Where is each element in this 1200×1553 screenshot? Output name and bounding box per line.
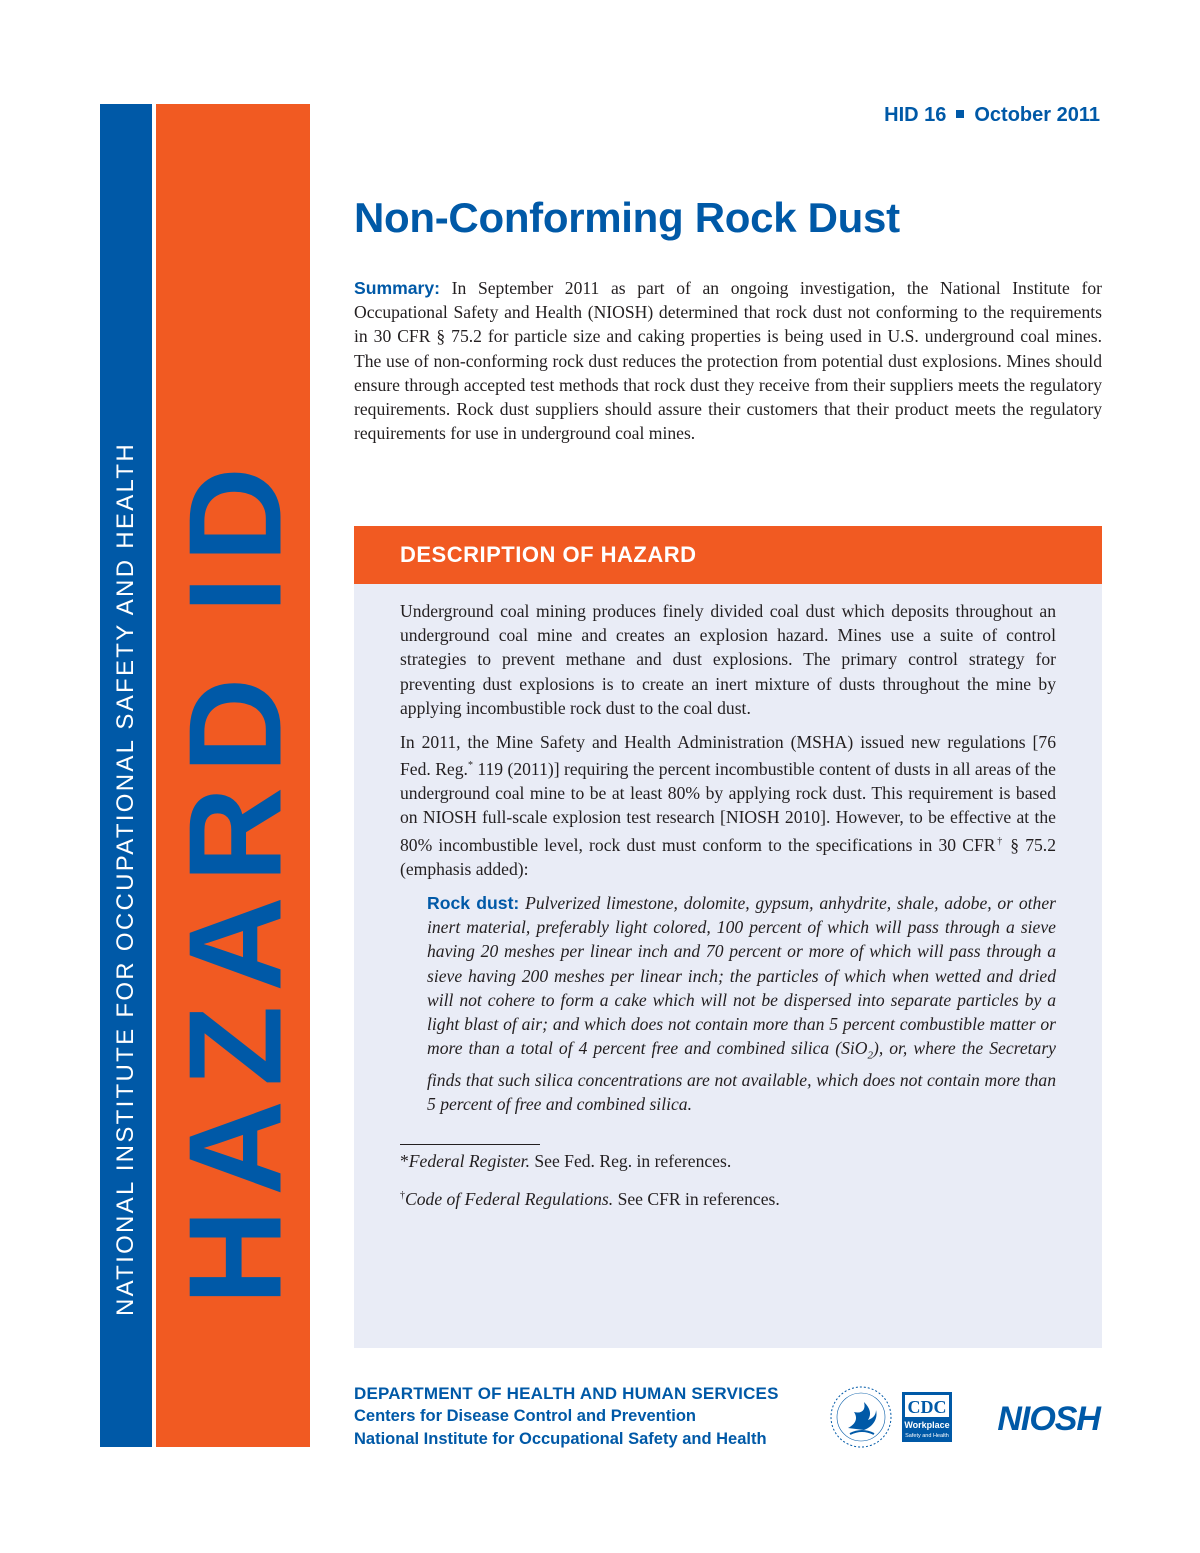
issue-id: HID 16 [884, 104, 947, 126]
footer-department: DEPARTMENT OF HEALTH AND HUMAN SERVICES [354, 1384, 779, 1403]
square-bullet-icon [956, 110, 964, 118]
hazard-heading: DESCRIPTION OF HAZARD [400, 542, 697, 567]
footer-niosh: National Institute for Occupational Safety and Health [354, 1430, 767, 1448]
hazard-header [354, 526, 1102, 584]
sidebar-institute-text-wrap [100, 104, 152, 1447]
quote-text-a: Pulverized limestone, dolomite, gypsum, anhydrite, shale, adobe, or other inert material, preferably light colored, 100 percent of which will pass through a sieve having 20 meshes per linear inch and 70 percent or more of which will pass through a sieve having 200 meshes per linear inch; the particles of which when wetted and dried will not cohere to form a cake which will not be dispersed into separate particles by a light blast of air; and which does not contain more than 5 percent combustible matter or more than a total of 4 percent free and combined silica (SiO [427, 892, 1056, 1059]
summary-text: In September 2011 as part of an ongoing investigation, the National Institute for Occupational Safety and Health (NIOSH) determined that rock dust not conforming to the requirements in 30 CFR § 75.2 for particle size and caking properties is being used in U.S. underground coal mines. The use of non-conforming rock dust reduces the protection from potential dust explosions. Mines should ensure through accepted test methods that rock dust they receive from their suppliers meets the regulatory requirements. Rock dust suppliers should assure their customers that their product meets the regulatory requirements for use in underground coal mines. [354, 278, 1102, 444]
hazard-section [354, 526, 1102, 1348]
sidebar-hazard-id: HAZARD ID [161, 453, 309, 1305]
footnote-1-italic: Federal Register. [408, 1151, 530, 1172]
quote-subscript: 2 [867, 1049, 873, 1062]
summary-paragraph [354, 276, 1102, 445]
footnote-1-mark: * [400, 1151, 409, 1172]
footnote-2-mark: † [400, 1189, 405, 1201]
page-title: Non-Conforming Rock Dust [354, 194, 900, 241]
cdc-logo-text: CDC [907, 1397, 947, 1417]
issue-line [884, 104, 1100, 127]
footnote-1 [400, 1149, 1056, 1173]
hazard-paragraph-2 [400, 730, 1056, 881]
hhs-seal-icon [828, 1384, 894, 1450]
niosh-logo-text: NIOSH [997, 1400, 1100, 1436]
footnote-divider [400, 1144, 540, 1145]
cdc-logo-sub1: Workplace [904, 1420, 950, 1430]
footnote-ref-1: * [467, 760, 473, 772]
footer-cdc: Centers for Disease Control and Prevention [354, 1407, 696, 1425]
footnote-2 [400, 1184, 1056, 1211]
footnote-2-text: See CFR in references. [613, 1188, 780, 1209]
hazard-body [354, 584, 1102, 1211]
para2-text-b: 119 (2011)] requiring the percent incombustible content of dusts in all areas of the underground coal mine to be at least 80% by applying rock dust. This requirement is based on NIOSH full-scale explosion test research [NIOSH 2010]. However, to be effective at the 80% incombustible level, rock dust must conform to the specifications in 30 CFR [400, 759, 1056, 855]
footer-logos [828, 1384, 1102, 1454]
hazard-paragraph-1: Underground coal mining produces finely divided coal dust which deposits throughout an underground coal mine and creates an explosion hazard. Mines use a suite of control strategies to prevent methane and dust explosions. The primary control strategy for preventing dust explosions is to create an inert mixture of dusts throughout the mine by applying incombustible rock dust to the coal dust. [400, 601, 1056, 718]
footnote-ref-2: † [995, 835, 1005, 847]
para2-text-c: § 75.2 (emphasis added): [400, 834, 1056, 879]
para2-text-a: In 2011, the Mine Safety and Health Administration (MSHA) issued new regulations [76 Fed. Reg. [400, 732, 1056, 780]
footnote-1-text: See Fed. Reg. in references. [529, 1151, 732, 1172]
quote-text-b: ), or, where the Secretary finds that such silica concentrations are not available, which does not contain more than 5 percent of free and combined silica. [427, 1038, 1056, 1115]
sidebar-institute-text: NATIONAL INSTITUTE FOR OCCUPATIONAL SAFETY AND HEALTH [112, 442, 139, 1316]
issue-date: October 2011 [974, 104, 1100, 126]
quote-label: Rock dust: [427, 892, 520, 913]
cdc-logo-icon [902, 1392, 952, 1442]
summary-label: Summary: [354, 278, 441, 298]
cdc-logo-sub2: Safety and Health [905, 1433, 949, 1439]
footer-agency-block [354, 1382, 779, 1451]
rock-dust-definition [427, 891, 1056, 1116]
niosh-logo-icon [964, 1398, 1102, 1436]
footnote-2-italic: Code of Federal Regulations. [405, 1188, 614, 1209]
sidebar-hazard-id-wrap [156, 104, 310, 1447]
